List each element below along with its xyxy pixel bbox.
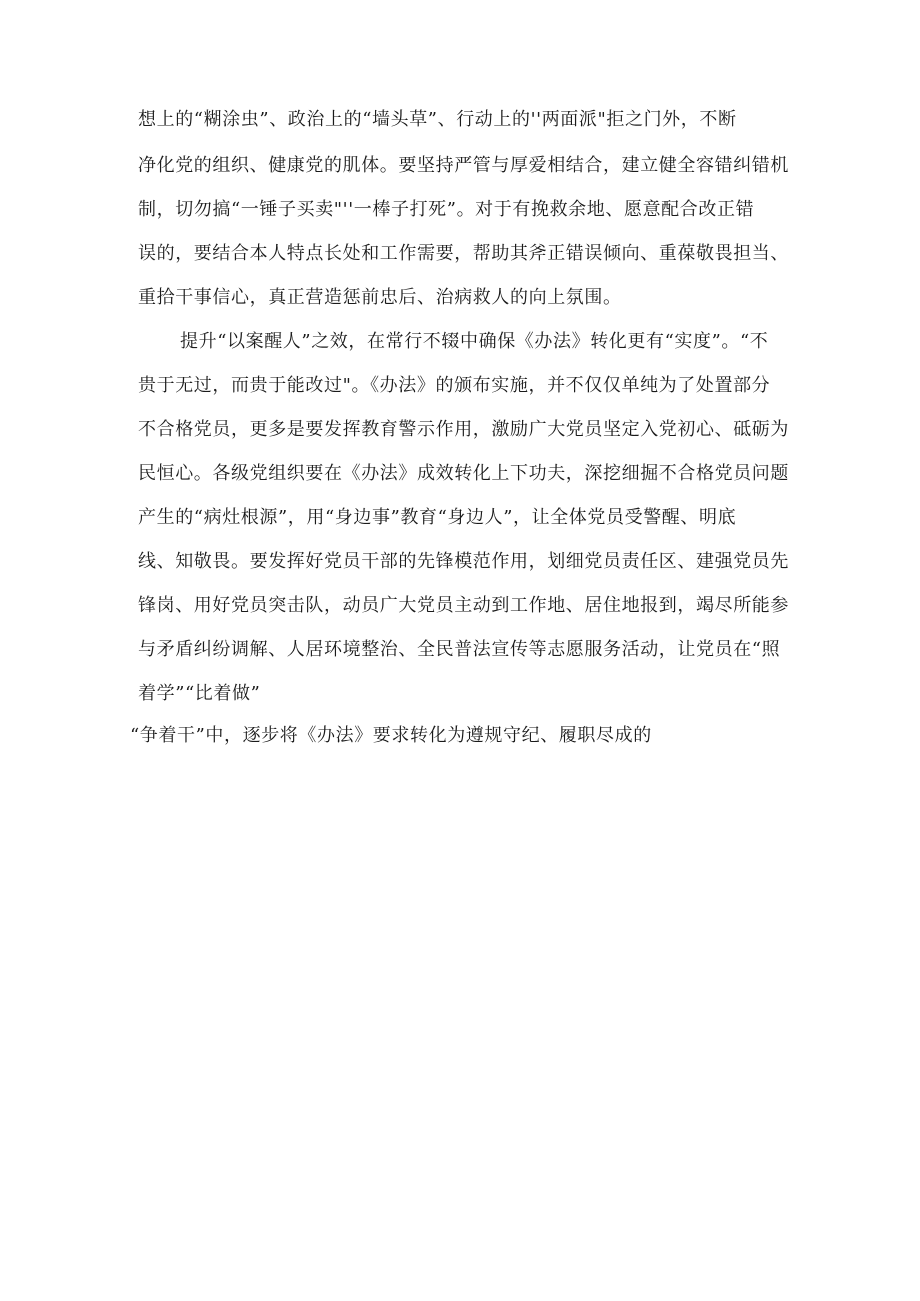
text-line: 想上的“糊涂虫”、政治上的“墙头草”、行动上的''两面派"拒之门外，不断 (138, 109, 737, 130)
text-line: 重拾干事信心，真正营造惩前忠后、治病救人的向上氛围。 (138, 287, 622, 308)
text-line: 贵于无过，而贵于能改过"。《办法》的颁布实施，并不仅仅单纯为了处置部分 (138, 375, 771, 396)
text-line: 着学”“比着做” (138, 683, 261, 704)
text-line: 不合格党员，更多是要发挥教育警示作用，激励广大党员坚定入党初心、砥砺为 (138, 419, 789, 440)
text-line: 民恒心。各级党组织要在《办法》成效转化上下功夫，深挖细掘不合格党员问题 (138, 463, 789, 484)
text-line: 误的，要结合本人特点长处和工作需要，帮助其斧正错误倾向、重葆敬畏担当、 (138, 243, 789, 264)
text-line: 锋岗、用好党员突击队，动员广大党员主动到工作地、居住地报到，竭尽所能参 (138, 595, 789, 616)
text-line: 线、知敬畏。要发挥好党员干部的先锋模范作用，划细党员责任区、建强党员先 (138, 551, 789, 572)
text-line: 与矛盾纠纷调解、人居环境整治、全民普法宣传等志愿服务活动，让党员在“照 (138, 639, 781, 660)
text-line: 提升“以案醒人”之效，在常行不辍中确保《办法》转化更有“实度”。“不 (180, 331, 769, 352)
text-line: 制，切勿搞“一锤子买卖"''一棒子打死”。对于有挽救余地、愿意配合改正错 (138, 199, 755, 220)
text-line: 净化党的组织、健康党的肌体。要坚持严管与厚爱相结合，建立健全容错纠错机 (138, 155, 789, 176)
text-line: “争着干”中，逐步将《办法》要求转化为遵规守纪、履职尽成的 (130, 725, 652, 746)
text-line: 产生的“病灶根源”，用“身边事”教育“身边人”，让全体党员受警醒、明底 (138, 507, 737, 528)
